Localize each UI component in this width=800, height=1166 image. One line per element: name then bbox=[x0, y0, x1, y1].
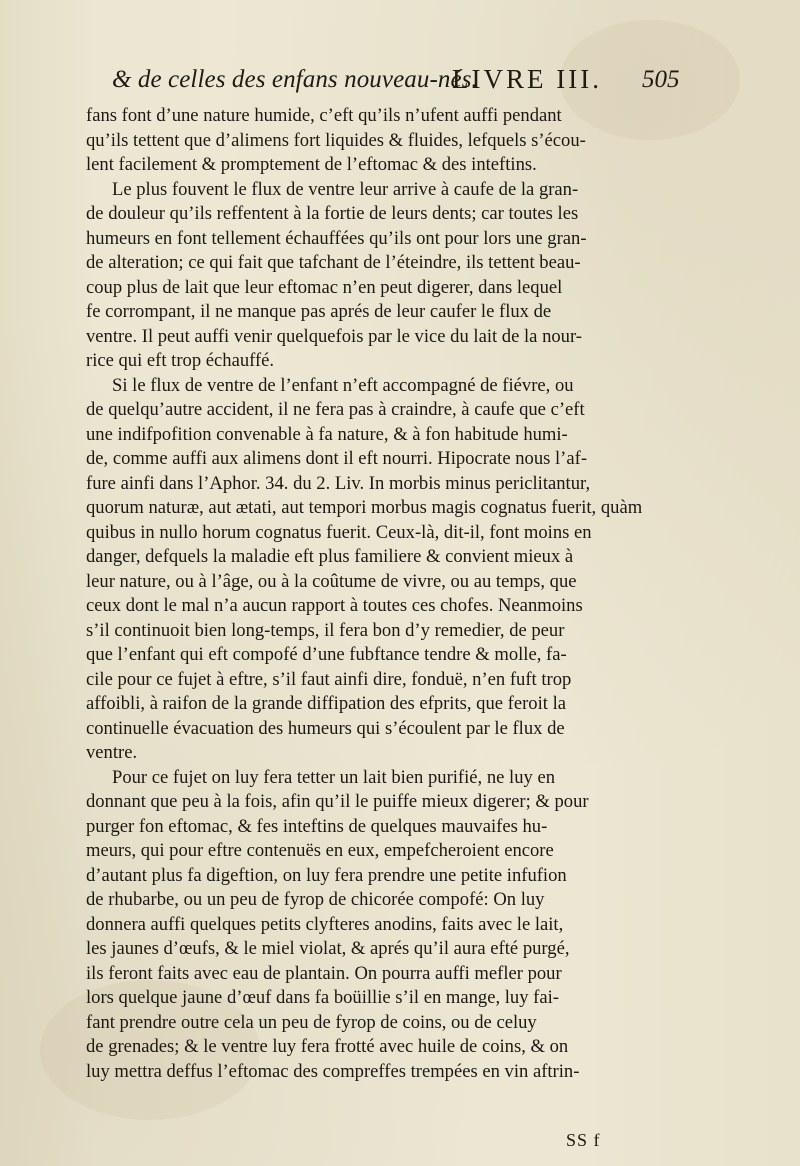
text-line: fans font d’une nature humide, c’eft qu’ils n’ufent auffi pendant bbox=[86, 105, 562, 126]
text-line: de, comme auffi aux alimens dont il eft nourri. Hipocrate nous l’af- bbox=[86, 448, 588, 469]
text-line: coup plus de lait que leur eftomac n’en peut digerer, dans lequel bbox=[86, 276, 563, 298]
text-line: Le plus fouvent le flux de ventre leur arrive à caufe de la gran- bbox=[112, 178, 579, 200]
text-line: les jaunes d’œufs, & le miel violat, & aprés qu’il aura efté purgé, bbox=[86, 938, 570, 959]
text-line: donnera auffi quelques petits clyfteres anodins, faits avec le lait, bbox=[86, 913, 564, 935]
text-line: humeurs en font tellement échauffées qu’ils ont pour lors une gran- bbox=[86, 227, 587, 249]
text-line: quorum naturæ, aut ætati, aut tempori morbus magis cognatus fuerit, quàm bbox=[86, 497, 643, 518]
text-line: ventre. bbox=[86, 742, 138, 763]
text-line: d’autant plus fa digeftion, on luy fera prendre une petite infufion bbox=[86, 864, 567, 886]
text-line: lors quelque jaune d’œuf dans fa boüillie s’il en mange, luy fai- bbox=[86, 987, 559, 1008]
text-line: de alteration; ce qui fait que tafchant de l’éteindre, ils tettent beau- bbox=[86, 252, 581, 273]
text-line: cile pour ce fujet à eftre, s’il faut ainfi dire, fonduë, n’en fuft trop bbox=[86, 668, 572, 690]
text-line: danger, defquels la maladie eft plus familiere & convient mieux à bbox=[86, 546, 574, 567]
text-line: affoibli, à raifon de la grande diffipation des efprits, que feroit la bbox=[86, 693, 566, 714]
text-line: lent facilement & promptement de l’eftomac & des inteftins. bbox=[86, 154, 537, 175]
text-line: purger fon eftomac, & fes inteftins de quelques mauvaifes hu- bbox=[86, 815, 548, 837]
running-head bbox=[112, 62, 762, 102]
page-number: 505 bbox=[642, 66, 680, 93]
text-line: leur nature, ou à l’âge, ou à la coûtume de vivre, ou au temps, que bbox=[86, 570, 577, 592]
text-line: de douleur qu’ils reffentent à la fortie de leurs dents; car toutes les bbox=[86, 203, 579, 224]
text-line: rice qui eft trop échauffé. bbox=[86, 350, 275, 371]
catchword-signature: SS f bbox=[566, 1130, 601, 1150]
text-line: fant prendre outre cela un peu de fyrop de coins, ou de celuy bbox=[86, 1011, 537, 1033]
text-line: s’il continuoit bien long-temps, il fera bon d’y remedier, de peur bbox=[86, 619, 565, 641]
text-line: fe corrompant, il ne manque pas aprés de leur caufer le flux de bbox=[86, 301, 552, 322]
text-line: quibus in nullo horum cognatus fuerit. Ceux-là, dit-il, font moins en bbox=[86, 521, 592, 543]
text-line: fure ainfi dans l’Aphor. 34. du 2. Liv. In morbis minus periclitantur, bbox=[86, 472, 591, 494]
text-line: donnant que peu à la fois, afin qu’il le puiffe mieux digerer; & pour bbox=[86, 791, 589, 812]
running-head-title: & de celles des enfans nouveau-nés. bbox=[112, 66, 478, 93]
text-line: ceux dont le mal n’a aucun rapport à toutes ces chofes. Neanmoins bbox=[86, 595, 583, 616]
text-line: Pour ce fujet on luy fera tetter un lait bien purifié, ne luy en bbox=[112, 766, 555, 788]
text-line: ventre. Il peut auffi venir quelquefois par le vice du lait de la nour- bbox=[86, 325, 582, 347]
running-head-book: LIVRE III. bbox=[452, 64, 602, 94]
text-line: de quelqu’autre accident, il ne fera pas à craindre, à caufe que c’eft bbox=[86, 399, 585, 420]
text-line: luy mettra deffus l’eftomac des compreffes trempées en vin aftrin- bbox=[86, 1060, 580, 1082]
text-line: de rhubarbe, ou un peu de fyrop de chicorée compofé: On luy bbox=[86, 889, 545, 910]
text-line: continuelle évacuation des humeurs qui s’écoulent par le flux de bbox=[86, 717, 565, 739]
text-line: meurs, qui pour eftre contenuës en eux, empefcheroient encore bbox=[86, 840, 554, 861]
text-line: qu’ils tettent que d’alimens fort liquides & fluides, lefquels s’écou- bbox=[86, 129, 586, 151]
text-line: que l’enfant qui eft compofé d’une fubftance tendre & molle, fa- bbox=[86, 644, 567, 665]
body-text bbox=[86, 104, 756, 1084]
text-line: de grenades; & le ventre luy fera frotté avec huile de coins, & on bbox=[86, 1036, 569, 1057]
text-line: une indifpofition convenable à fa nature, & à fon habitude humi- bbox=[86, 423, 568, 445]
text-line: ils feront faits avec eau de plantain. On pourra auffi mefler pour bbox=[86, 962, 562, 984]
text-line: Si le flux de ventre de l’enfant n’eft accompagné de fiévre, ou bbox=[112, 374, 574, 396]
